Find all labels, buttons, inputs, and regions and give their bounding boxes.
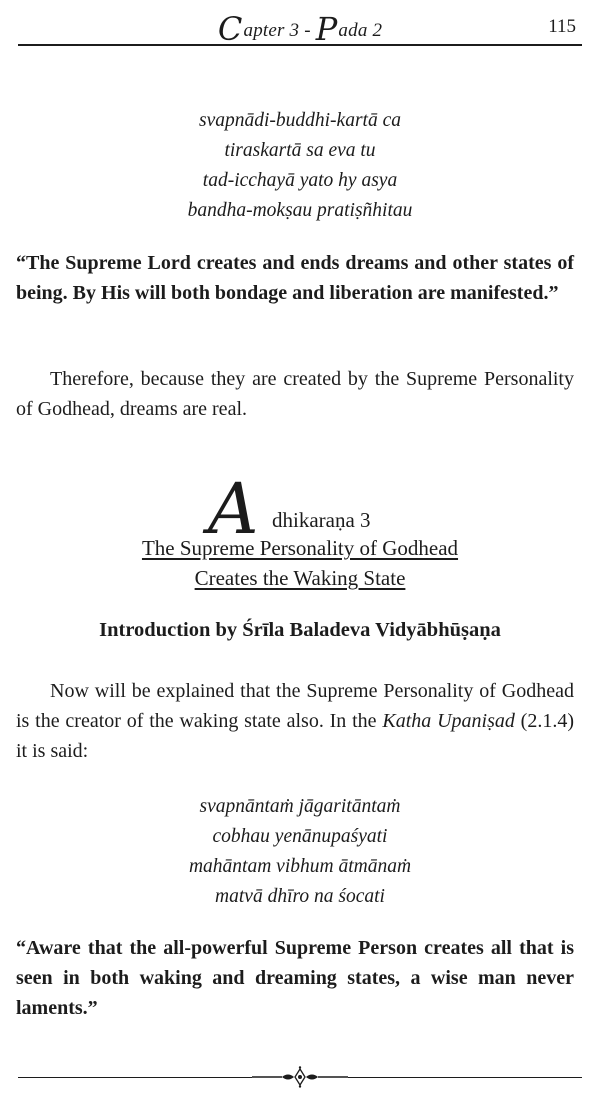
paragraph-1-text: Therefore, because they are created by the Supreme Personality of Godhead, dreams are real. [16,368,574,420]
footer-rule-left [18,1077,252,1078]
paragraph-2-italic: Katha Upaniṣad [382,710,515,732]
running-head-cap: C [217,10,243,48]
verse-line: tiraskartā sa eva tu [224,140,376,161]
paragraph-1 [16,364,574,424]
translation-2: “Aware that the all-powerful Supreme Person creates all that is seen in both waking and dreaming states, a wise man never laments.” [16,937,574,1019]
adhikarana-number: dhikaraṇa 3 [272,508,371,532]
page-number: 115 [548,16,576,37]
running-head-cap-2: P [315,10,338,48]
verse-2 [0,792,600,912]
header-rule [18,44,582,46]
verse-line: mahāntam vibhum ātmānaṁ [188,856,412,877]
footer-rule-right [348,1077,582,1078]
drop-cap: A [208,468,253,550]
verse-line: tad-icchayā yato hy asya [202,170,398,191]
paragraph-2-text-after: (2.1.4) it is said: [16,710,574,762]
running-head-text-2: ada 2 [338,20,383,41]
section-heading [0,468,600,590]
paragraph-2 [16,676,574,766]
verse-line: cobhau yenānupaśyati [212,826,388,847]
verse-line: bandha-mokṣau pratiṣñhitau [187,200,413,221]
ornament-icon [252,1066,348,1088]
introduction-heading: Introduction by Śrīla Baladeva Vidyābhūṣaṇa [99,619,501,641]
verse-line: svapnāntaṁ jāgaritāntaṁ [199,796,401,817]
translation-1: “The Supreme Lord creates and ends dreams and other states of being. By His will both bondage and liberation are manifested.” [16,252,574,304]
section-title-line-2: Creates the Waking State [194,566,406,590]
verse-line: matvā dhīro na śocati [215,886,385,907]
verse-1 [0,106,600,226]
paragraph-2-text: Now will be explained that the Supreme Personality of Godhead is the creator of the waking state also. In the [16,680,574,732]
running-head-text: apter 3 - [243,20,316,41]
verse-line: svapnādi-buddhi-kartā ca [198,110,401,131]
running-head [18,10,582,48]
page-header [18,6,582,46]
section-title-line-1: The Supreme Personality of Godhead [141,536,459,560]
